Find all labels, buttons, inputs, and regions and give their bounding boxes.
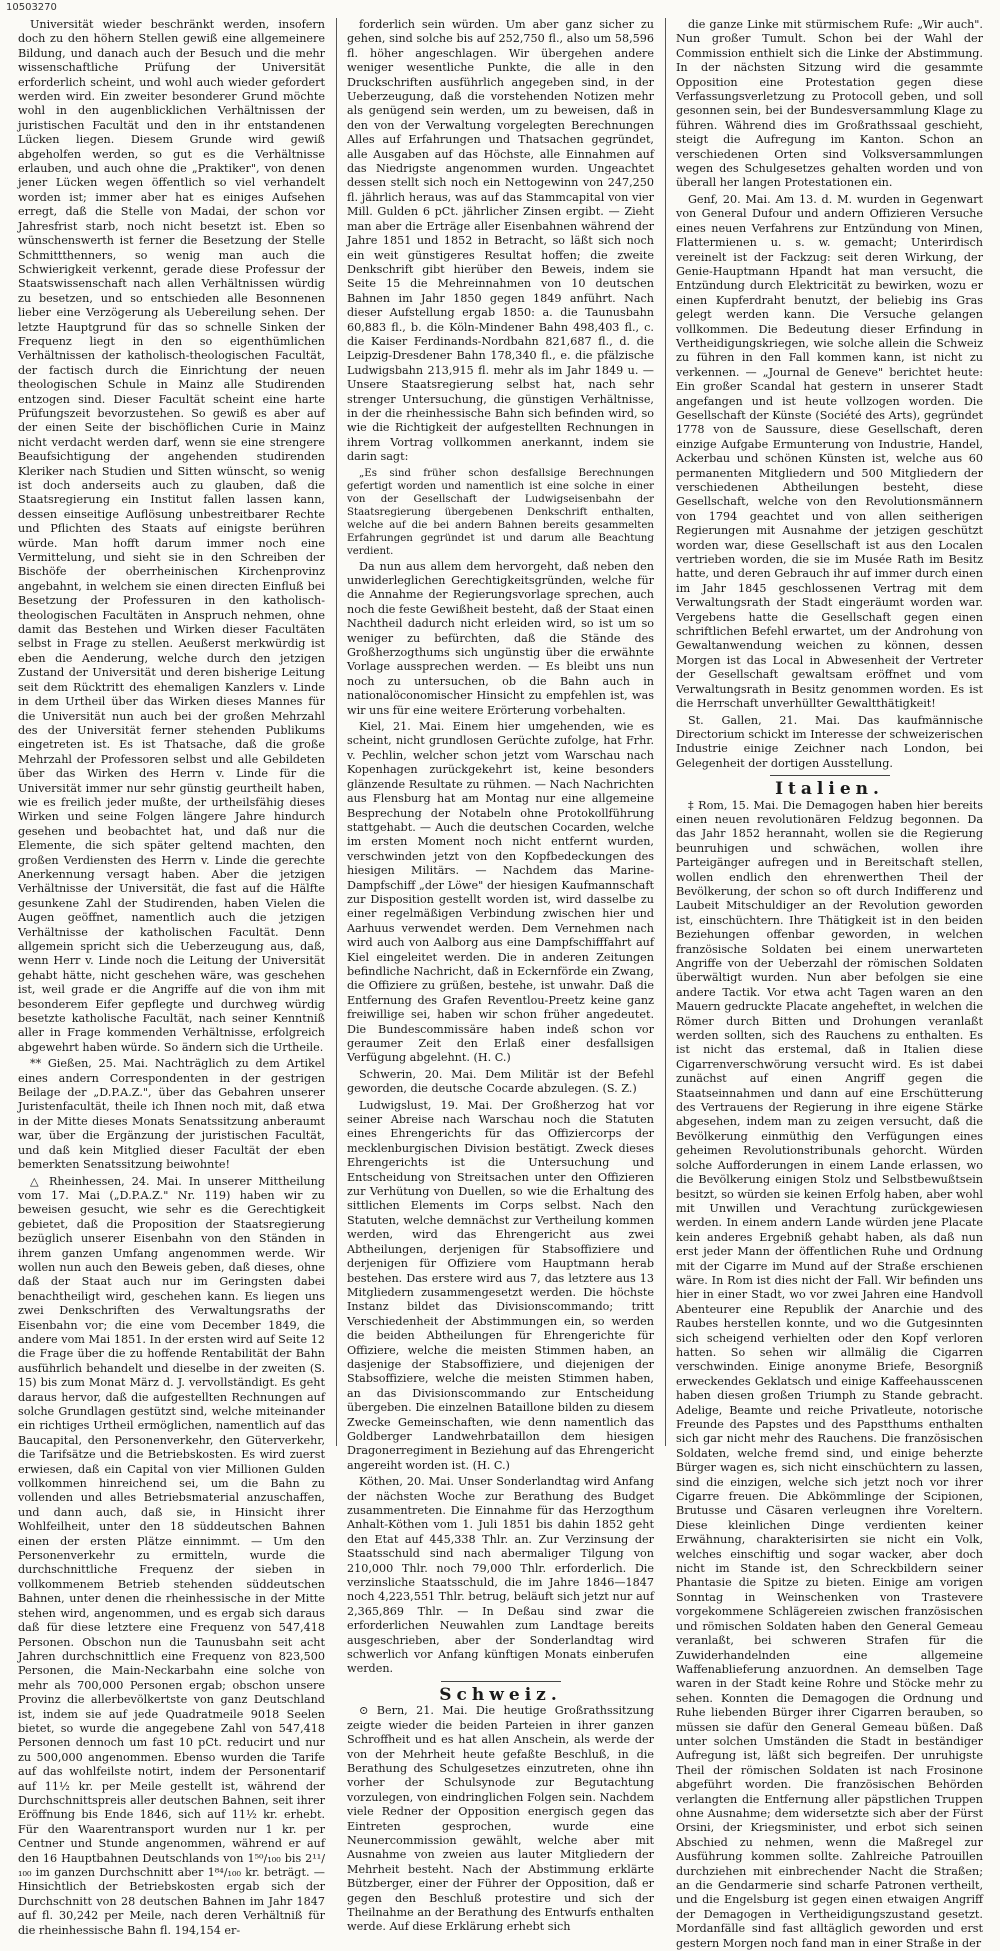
article-rheinhessen-conclusion: Da nun aus allem dem hervorgeht, daß neben den unwiderleglichen Gerechtigkeitsgründen, welche für die Annahme der Regierungsvorlage sprechen, auch noch die feste Gewißheit besteht, daß der Staat einen Nachtheil dadurch nicht erleiden wird, so ist um so weniger zu befürchten, daß die Stände des Großherzogthums sich ungünstig über die erwähnte Vorlage aussprechen werden. — Es bleibt uns nun noch zu untersuchen, ob die Bahn auch in nationalöconomischer Hinsicht zu empfehlen ist, was wir uns für eine weitere Erörterung vorbehalten. [347, 559, 654, 717]
column-3 [676, 18, 983, 1950]
article-schwerin: Schwerin, 20. Mai. Dem Militär ist der Befehl geworden, die deutsche Cocarde abzulegen. (S. Z.) [347, 1067, 654, 1096]
article-rheinhessen-cont: forderlich sein würden. Um aber ganz sicher zu gehen, sind solche bis auf 252,750 fl., also um 58,596 fl. höher angeschlagen. Wir übergehen andere weniger wesentliche Punkte, die alle in den Druckschriften ausführlich angegeben sind, in der Ueberzeugung, daß die vorstehenden Notizen mehr als genügend sein werden, um zu beweisen, daß in den von der Verwaltung vorgelegten Berechnungen Alles auf Erfahrungen und Thatsachen gegründet, alle Ausgaben auf das Höchste, alle Einnahmen auf das Niedrigste angenommen wurden. Ungeachtet dessen stellt sich noch ein Nettogewinn von 247,250 fl. jährlich heraus, was auf das Stammcapital von vier Mill. Gulden 6 pCt. jährlicher Zinsen ergibt. — Zieht man aber die Erträge aller Eisenbahnen während der Jahre 1851 und 1852 in Betracht, so läßt sich noch ein weit günstigeres Resultat hoffen; die zweite Denkschrift gibt hierüber den Beweis, indem sie Seite 15 die Mehreinnahmen von 10 deutschen Bahnen im Jahr 1850 gegen 1849 anführt. Nach dieser Aufstellung ergab 1850: a. die Taunusbahn 60,883 fl., b. die Köln-Mindener Bahn 498,403 fl., c. die Kaiser Ferdinands-Nordbahn 821,687 fl., d. die Leipzig-Dresdener Bahn 178,340 fl., e. die pfälzische Ludwigsbahn 213,915 fl. mehr als im Jahr 1849 u. — Unsere Staatsregierung selbst hat, nach sehr strenger Untersuchung, die günstigen Verhältnisse, in der die rheinhessische Bahn sich befinden wird, so wie die Richtigkeit der aufgestellten Rechnungen in ihrem Vortrag vollkommen anerkannt, indem sie darin sagt: [347, 18, 654, 464]
quote-regierungsvortrag: „Es sind früher schon desfallsige Berechnungen gefertigt worden und namentlich ist eine solche in einer von der Gesellschaft der Ludwigseisenbahn der Staatsregierung übergebenen Denkschrift enthalten, welche auf die bei andern Bahnen bereits gesammelten Erfahrungen gegründet ist und darum alle Beachtung verdient. [347, 467, 654, 557]
column-rule-1 [336, 18, 337, 1446]
article-koethen: Köthen, 20. Mai. Unser Sonderlandtag wird Anfang der nächsten Woche zur Berathung des Budget zusammentreten. Die Einnahme für das Herzogthum Anhalt-Köthen vom 1. Juli 1851 bis dahin 1852 geht den Etat auf 445,338 Thlr. an. Zur Verzinsung der Staatsschuld sind nach abermaliger Tilgung von 210,000 Thlr. noch 79,000 Thlr. erforderlich. Die verzinsliche Staatsschuld, die im Jahre 1846—1847 noch 4,223,551 Thlr. betrug, beläuft sich jetzt nur auf 2,365,869 Thlr. — In Deßau sind zwar die erforderlichen Neuwahlen zum Landtage bereits ausgeschrieben, aber der Sonderlandtag wird schwerlich vor Anfang künftigen Monats einberufen werden. [347, 1475, 654, 1676]
section-separator [441, 1681, 561, 1682]
article-ludwigslust: Ludwigslust, 19. Mai. Der Großherzog hat vor seiner Abreise nach Warschau noch die Statuten eines Ehrengerichts für das Offiziercorps der mecklenburgischen Division bestätigt. Zweck dieses Ehrengerichts ist die Untersuchung und Entscheidung von Streitsachen unter den Offizieren zur Verhütung von Duellen, so wie die Erhaltung des sittlichen Elements im Corps selbst. Nach den Statuten, welche demnächst zur Vertheilung kommen werden, wird das Ehrengericht aus zwei Abtheilungen, derjenigen für Stabsoffiziere und derjenigen für Offiziere vom Hauptmann herab bestehen. Das erstere wird aus 7, das letztere aus 13 Mitgliedern zusammengesetzt werden. Die höchste Instanz bildet das Divisionscommando; tritt Verschiedenheit der Abstimmungen ein, so werden die beiden Abtheilungen für Ehrengerichte für Offiziere, welche die meisten Stimmen haben, an dasjenige der Stabsoffiziere, und diejenigen der Stabsoffiziere, welche die meisten Stimmen haben, an das Divisionscommando zur Entscheidung übergeben. Die einzelnen Bataillone bilden zu diesem Zwecke Gemeinschaften, wie denn namentlich das Goldberger Landwehrbataillon dem hiesigen Dragonerregiment in Beziehung auf das Ehrengericht angereiht worden ist. (H. C.) [347, 1098, 654, 1472]
article-st-gallen: St. Gallen, 21. Mai. Das kaufmännische Directorium schickt im Interesse der schweizerischen Industrie einige Zeichner nach London, bei Gelegenheit der dortigen Ausstellung. [676, 713, 983, 770]
article-kiel: Kiel, 21. Mai. Einem hier umgehenden, wie es scheint, nicht grundlosen Gerüchte zufolge, hat Frhr. v. Pechlin, welcher schon jetzt vom Warschau nach Kopenhagen zurückgekehrt ist, keine besonders glänzende Resultate zu rühmen. — Nach Nachrichten aus Flensburg hat am Montag nur eine allgemeine Besprechung der Notabeln ohne Protokollführung stattgehabt. — Auch die deutschen Cocarden, welche im ersten Moment noch nicht entfernt wurden, verschwinden jetzt von den Kopfbedeckungen des hiesigen Militärs. — Nachdem das Marine-Dampfschiff „der Löwe" der hiesigen Kaufmannschaft zur Disposition gestellt worden ist, wird dasselbe zu einer regelmäßigen Verbindung zwischen hier und Aarhuus verwendet werden. Dem Vernehmen nach wird auch von Aalborg aus eine Dampfschifffahrt auf Kiel eingeleitet werden. Die in anderen Zeitungen befindliche Nachricht, daß in Eckernförde ein Zwang, die Offiziere zu grüßen, bestehe, ist unwahr. Daß die Entfernung des Grafen Reventlou-Preetz keine ganz freiwillige sei, haben wir schon früher angedeutet. Die Bundescommissäre haben indeß schon vor geraumer Zeit den Erlaß einer desfallsigen Verfügung abgelehnt. (H. C.) [347, 720, 654, 1065]
article-rom: ‡ Rom, 15. Mai. Die Demagogen haben hier bereits einen neuen revolutionären Feldzug begonnen. Da das Jahr 1852 herannaht, wollen sie die Regierung beunruhigen und schwächen, wollen ihre Parteigänger aufregen und in Bereitschaft stellen, wollen endlich den ehrenwerthen Theil der Bevölkerung, der schon so oft durch Indifferenz und Laubeit Mitschuldiger an der Revolution geworden ist, einschüchtern. Ihre Thätigkeit ist in den beiden Beziehungen offenbar geworden, in welchen französische Soldaten bei einem unerwarteten Angriffe von der Ueberzahl der römischen Soldaten überwältigt wurden. Nun aber befolgen sie eine andere Tactik. Vor etwa acht Tagen waren an den Mauern gedruckte Placate angeheftet, in welchen die Römer durch Bitten und Drohungen veranlaßt werden sollten, sich des Rauchens zu enthalten. Es ist nicht das erstemal, daß in Italien diese Cigarrenverschwörung versucht wird. Es ist dabei zunächst auf einen Angriff gegen die Staatseinnahmen und dann auf eine Erschütterung des Vertrauens der Regierung in ihre eigene Stärke abgesehen, indem man zu zeigen versucht, daß die Bevölkerung einmüthig den Verfügungen eines geheimen Revolutionstribunals gehorcht. Würden solche Aufforderungen in einem Lande erlassen, wo die Bevölkerung einigen Stolz und Selbstbewußtsein besitzt, so würden sie keinen Erfolg haben, aber wohl mit Unwillen und Verachtung zurückgewiesen werden. In einem andern Lande würden jene Placate kein anderes Ergebniß gehabt haben, als daß nun erst jeder Mann der öffentlichen Ruhe und Ordnung mit der Cigarre im Mund auf der Straße erschienen wäre. In Rom ist dies nicht der Fall. Wir befinden uns hier in einer Stadt, wo vor zwei Jahren eine Handvoll Abenteurer eine Republik der Anarchie und des Raubes herstellen konnte, und wo die Gutgesinnten sich scheigend verhielten oder den Kopf verloren hatten. So sehen wir allmälig die Cigarren verschwinden. Einige anonyme Briefe, Besorgniß erweckendes Geklatsch und einige Kaffeehausscenen haben diesen großen Triumph zu Stande gebracht. Adelige, Beamte und reiche Privatleute, notorische Freunde des Papstes und des Papstthums enthalten sich gar nicht mehr des Rauchens. Die französischen Soldaten, welche fremd sind, und einige beherzte Bürger wagen es, sich nicht einschüchtern zu lassen, sind die einzigen, welche sich jetzt noch vor ihrer Cigarre freuen. Die Abkömmlinge der Scipionen, Brutusse und Cäsaren verleugnen ihre Voreltern. Diese kleinlichen Dinge verdienten keiner Erwähnung, charakterisirten sie nicht ein Volk, welches einschiftig und sogar wacker, aber doch nicht im Stande ist, den Schreckbildern seiner Phantasie die Spitze zu bieten. Einige am vorigen Sonntag in Weinschenken von Trastevere vorgekommene Schlägereien zwischen französischen und römischen Soldaten haben den General Gemeau veranlaßt, bei schweren Strafen für die Zuwiderhandelnden eine allgemeine Waffenablieferung anzuordnen. An demselben Tage waren in der Stadt keine Rohre und Stöcke mehr zu sehen. Konnten die Demagogen die Ordnung und Ruhe liebenden Bürger ihrer Cigarren berauben, so müssen sie dafür den General Gemeau büßen. Daß unter solchen Umständen die Stadt in beständiger Aufregung ist, läßt sich begreifen. Der unruhigste Theil der römischen Soldaten ist nach Frosinone abgeführt worden. Die französischen Behörden verlangten die Entfernung aller päpstlichen Truppen ohne Ausnahme; dem widersetzte sich aber der Fürst Orsini, der Kriegsminister, und erbot sich seinen Abschied zu nehmen, wenn die Maßregel zur Ausführung kommen sollte. Zahlreiche Patrouillen durchziehen mit einbrechender Nacht die Straßen; an die Gendarmerie sind scharfe Patronen vertheilt, und die Engelsburg ist gegen einen etwaigen Angriff der Demagogen in Vertheidigungszustand gesetzt. Mordanfälle sind fast alltäglich geworden und erst gestern Morgen noch fand man in einer Straße in der [676, 798, 983, 1950]
column-2 [347, 18, 654, 1934]
section-heading-italien: Italien. [775, 779, 884, 800]
article-universitaet: Universität wieder beschränkt werden, insofern doch zu den höhern Stellen gewiß eine allgemeinere Bildung, und danach auch der Besuch und die mehr wissenschaftliche Prüfung der Universität erforderlich scheint, und wohl auch wieder gefordert werden wird. Ein zweiter besonderer Grund möchte wohl in den augenblicklichen Verhältnissen der juristischen Facultät und den in ihr entstandenen Lücken liegen. Diesem Grunde wird gewiß abgeholfen werden, so gut es die Verhältnisse erlauben, und auch ohne die „Praktiker", von denen jener Lücken wegen öffentlich so viel verhandelt worden ist; immer aber hat es einiges Aufsehen erregt, daß die Stelle von Madai, der schon vor Jahresfrist starb, noch nicht besetzt ist. Eben so wünschenswerth ist ferner die Besetzung der Stelle Schmittthenners, so wenig man auch die Schwierigkeit verkennt, gerade diese Professur der Staatswissenschaft nach allen Verhältnissen würdig zu besetzen, und so entschieden alle Besonnenen lieber eine Verzögerung als Uebereilung sehen. Der letzte Hauptgrund für das so schnelle Sinken der Frequenz liegt in den so eigenthümlichen Verhältnissen der katholisch-theologischen Facultät, der factisch durch die Einrichtung der neuen theologischen Schule in Mainz alle Studirenden entzogen sind. Dieser Facultät scheint eine harte Prüfungszeit bevorzustehen. So gewiß es aber auf der einen Seite der bischöflichen Curie in Mainz nicht verdacht werden darf, wenn sie eine strengere Beaufsichtigung der angehenden studirenden Kleriker nach Studien und Sitten wünscht, so wenig ist doch anderseits auch zu glauben, daß die Staatsregierung ein Institut fallen lassen kann, dessen einseitige Auflösung unbestreitbarer Rechte und Pflichten des Staats auf einigste berühren würde. Man hofft darum immer noch eine Vermittelung, und sieht sie in den Schreiben der Bischöfe der oberrheinischen Kirchenprovinz angebahnt, in welchem sie einen directen Einfluß bei Besetzung der Professuren in den katholisch-theologischen Facultäten in Anspruch nehmen, ohne damit das Bestehen und Wirken dieser Facultäten selbst in Frage zu stellen. Aeußerst merkwürdig ist eben die Aenderung, welche durch den jetzigen Zustand der Universität und deren bisherige Leitung seit dem Rücktritt des ehemaligen Kanzlers v. Linde in dem Urtheil über das Wirken dieses Mannes für die Universität nun auch bei der großen Mehrzahl des der Universität ferner stehenden Publikums eingetreten ist. Es ist Thatsache, daß die große Mehrzahl der Professoren selbst und alle Gebildeten über das Wirken des Herrn v. Linde für die Universität immer nur sehr günstig geurtheilt haben, wie es freilich jeder mußte, der urtheilsfähig dieses Wirken und seine Folgen längere Jahre hindurch gesehen und beobachtet hat, und daß nur die Elemente, die sich später geltend machten, den großen Verdiensten des Herrn v. Linde die gerechte Anerkennung versagt haben. Aber die jetzigen Verhältnisse der Universität, die fast auf die Hälfte gesunkene Zahl der Studirenden, haben Vielen die Augen geöffnet, namentlich auch die jetzigen Verhältnisse der katholischen Facultät. Denn allgemein spricht sich die Ueberzeugung aus, daß, wenn Herr v. Linde noch die Leitung der Universität gehabt hätte, nicht geschehen wäre, was geschehen ist, weil grade er die Angriffe auf die von ihm mit besonderem Eifer gepflegte und durchweg würdig besetzte katholische Facultät, nach seiner Kenntniß aller in Frage kommenden Verhältnisse, erfolgreich abgewehrt haben würde. So ändern sich die Urtheile. [18, 18, 325, 1054]
section-heading-schweiz: Schweiz. [439, 1684, 562, 1705]
article-bern-cont: die ganze Linke mit stürmischem Rufe: „Wir auch". Nun großer Tumult. Schon bei der Wahl der Commission enthielt sich die Linke der Abstimmung. In der nächsten Sitzung wird die gesammte Opposition eine Protestation gegen diese Verfassungsverletzung zu Protocoll geben, und soll gesonnen sein, bei der Bundesversammlung Klage zu führen. Während dies im Großrathssaal geschieht, steigt die Aufregung im Kanton. Schon an verschiedenen Orten sind Volksversammlungen wegen des Schulgesetzes gehalten worden und von überall her langen Protestationen ein. [676, 18, 983, 190]
article-giessen: ** Gießen, 25. Mai. Nachträglich zu dem Artikel eines andern Correspondenten in der gestrigen Beilage der „D.P.A.Z.", über das Gebahren unserer Juristenfacultät, theile ich Ihnen noch mit, daß etwa in der Mitte dieses Monats Senatssitzung anberaumt war, über die Ergänzung der juristischen Facultät, und daß kein Mitglied dieser Facultät der eben bemerkten Senatssitzung beiwohnte! [18, 1057, 325, 1172]
page-id: 10503270 [6, 2, 57, 13]
article-bern: ⊙ Bern, 21. Mai. Die heutige Großrathssitzung zeigte wieder die beiden Parteien in ihrer ganzen Schroffheit und es hat allen Anschein, als werde der von der Mehrheit heute gefaßte Beschluß, in die Berathung des Schulgesetzes einzutreten, ohne ihn vorher der Schulsynode zur Begutachtung vorzulegen, von eindringlichen Folgen sein. Nachdem viele Redner der Opposition energisch gegen das Eintreten gesprochen, wurde eine Neunercommission gewählt, welche aber mit Ausnahme von zweien aus lauter Mitgliedern der Mehrheit besteht. Nach der Abstimmung erklärte Bützberger, einer der Führer der Opposition, daß er gegen den Beschluß protestire und sich der Theilnahme an der Berathung des Entwurfs enthalten werde. Auf diese Erklärung erhebt sich [347, 1704, 654, 1934]
column-rule-2 [665, 18, 666, 1446]
column-1 [18, 18, 325, 1937]
article-genf: Genf, 20. Mai. Am 13. d. M. wurden in Gegenwart von General Dufour und andern Offizieren Versuche eines neuen Verfahrens zur Entzündung von Minen, Flattermienen u. s. w. gemacht; Unterirdisch vereinelt ist der Fackzug: seit deren Wirkung, der Genie-Hauptmann Hpandt hat man versucht, die Entzündung durch Elektricität zu bewirken, wozu er einen Kupferdraht benutzt, der beliebig ins Gras gelegt werden kann. Die Versuche gelangen vollkommen. Die Bedeutung dieser Erfindung in Vertheidigungskriegen, wie solche allein die Schweiz zu führen in den Fall kommen kann, ist nicht zu verkennen. — „Journal de Geneve" berichtet heute: Ein großer Scandal hat gestern in unserer Stadt angefangen und ist heute vollzogen worden. Die Gesellschaft der Künste (Société des Arts), gegründet 1778 von de Saussure, diese Gesellschaft, deren einzige Aufgabe Ermunterung von Industrie, Handel, Ackerbau und schönen Künsten ist, welche aus 60 permanenten Mitgliedern und 500 Mitgliedern der verschiedenen Abtheilungen besteht, diese Gesellschaft, welche von den Revolutionsmännern von 1794 geachtet und von allen seitherigen Regierungen mit Ausnahme der jetzigen geschützt worden war, diese Gesellschaft ist aus den Localen vertrieben worden, die sie im Musée Rath im Besitz hatte, und deren Gebrauch ihr auf immer durch einen im Jahr 1845 geschlossenen Vertrag mit dem Verwaltungsrath der Stadt eingeräumt worden war. Vergebens hatte die Gesellschaft gegen einen schriftlichen Befehl erwartet, um der Androhung von Gewaltanwendung weichen zu können, dessen Morgen ist das Local in Abwesenheit der Vertreter der Gesellschaft gewaltsam eröffnet und vom Verwaltungsrath in Besitz genommen worden. Es ist die Herrschaft unverhüllter Gewaltthätigkeit! [676, 192, 983, 711]
article-rheinhessen: △ Rheinhessen, 24. Mai. In unserer Mittheilung vom 17. Mai („D.P.A.Z." Nr. 119) haben wir zu beweisen gesucht, wie sehr es die Gerechtigkeit gebietet, daß die Proposition der Staatsregierung bezüglich unserer Eisenbahn von den Ständen in ihrem ganzen Umfang angenommen werde. Wir wollen nun auch den Beweis geben, daß dieses, ohne daß der Staat auch nur im Geringsten dabei benachtheiligt wird, geschehen kann. Es liegen uns zwei Denkschriften des Verwaltungsraths der Eisenbahn vor; die eine vom December 1849, die andere vom Mai 1851. In der ersten wird auf Seite 12 die Frage über die zu hoffende Rentabilität der Bahn ausführlich behandelt und dieselbe in der zweiten (S. 15) bis zum Monat März d. J. vervollständigt. Es geht daraus hervor, daß die aufgestellten Rechnungen auf solche Grundlagen gestützt sind, welche miteinander ein richtiges Urtheil ermöglichen, namentlich auf das Baucapital, den Personenverkehr, den Güterverkehr, die Tarifsätze und die Betriebskosten. Es wird zuerst erwiesen, daß ein Capital von vier Millionen Gulden vollkommen hinreichend sei, um die Bahn zu vollenden und alles Betriebsmaterial anzuschaffen, und dann auch, daß sie, in Hinsicht ihrer Wohlfeilheit, unter den 18 süddeutschen Bahnen einen der ersten Plätze einnimmt. — Um den Personenverkehr zu ermitteln, wurde die durchschnittliche Frequenz der sieben in vollkommenem Betrieb stehenden süddeutschen Bahnen, unter denen die rheinhessische in der Mitte stehen wird, angenommen, und es ergab sich daraus daß für diese letztere eine Frequenz von 547,418 Personen. Obschon nun die Taunusbahn seit acht Jahren durchschnittlich eine Frequenz von 823,500 Personen, die Main-Neckarbahn eine solche von mehr als 700,000 Personen ergab; obschon unsere Provinz die allerbevölkertste von ganz Deutschland ist, indem sie auf jede Quadratmeile 9018 Seelen bietet, so wurde die angegebene Zahl von 547,418 Personen dennoch um fast 10 pCt. reducirt und nur zu 500,000 angenommen. Ebenso wurden die Tarife auf das wohlfeilste notirt, indem der Personentarif auf 11½ kr. per Meile gestellt ist, während der Durchschnittspreis aller deutschen Bahnen, seit ihrer Eröffnung bis Ende 1846, sich auf 11½ kr. erhebt. Für den Waarentransport wurden nur 1 kr. per Centner und Stunde angenommen, während er auf den 16 Hauptbahnen Deutschlands von 1⁵⁰/₁₀₀ bis 2¹¹/₁₀₀ im ganzen Durchschnitt aber 1⁸⁴/₁₀₀ kr. beträgt. — Hinsichtlich der Betriebskosten ergab sich der Durchschnitt von 28 deutschen Bahnen im Jahr 1847 auf fl. 30,242 per Meile, nach deren Verhältniß für die rheinhessische Bahn fl. 194,154 er- [18, 1174, 325, 1937]
section-separator [770, 775, 890, 776]
